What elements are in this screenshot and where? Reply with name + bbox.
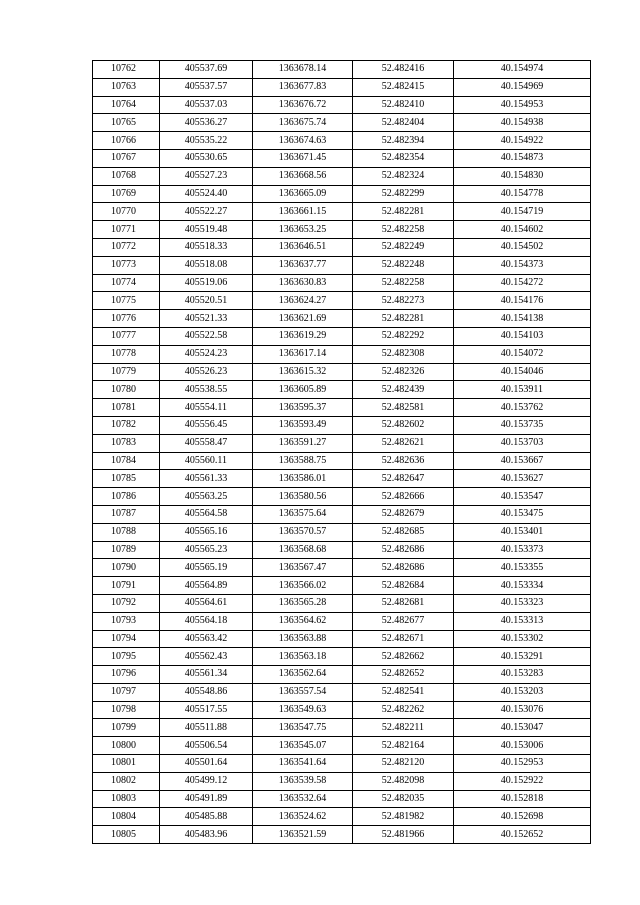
point-number-cell: 10770 — [93, 203, 160, 221]
latitude-cell: 52.482326 — [353, 363, 454, 381]
latitude-cell: 52.482281 — [353, 310, 454, 328]
y-coordinate-cell: 1363677.83 — [253, 78, 353, 96]
table-row — [93, 149, 591, 167]
longitude-cell: 40.153911 — [454, 381, 591, 399]
latitude-cell: 52.482684 — [353, 577, 454, 595]
y-coordinate-cell: 1363564.62 — [253, 612, 353, 630]
point-number-cell: 10804 — [93, 808, 160, 826]
coordinates-table-body — [93, 61, 591, 844]
latitude-cell: 52.482098 — [353, 772, 454, 790]
point-number-cell: 10790 — [93, 559, 160, 577]
y-coordinate-cell: 1363545.07 — [253, 737, 353, 755]
latitude-cell: 52.482262 — [353, 701, 454, 719]
table-row — [93, 203, 591, 221]
table-row — [93, 132, 591, 150]
x-coordinate-cell: 405519.06 — [160, 274, 253, 292]
x-coordinate-cell: 405537.69 — [160, 61, 253, 79]
latitude-cell: 52.482621 — [353, 434, 454, 452]
point-number-cell: 10791 — [93, 577, 160, 595]
x-coordinate-cell: 405483.96 — [160, 826, 253, 844]
x-coordinate-cell: 405522.58 — [160, 327, 253, 345]
longitude-cell: 40.153735 — [454, 416, 591, 434]
latitude-cell: 52.482211 — [353, 719, 454, 737]
x-coordinate-cell: 405530.65 — [160, 149, 253, 167]
x-coordinate-cell: 405519.48 — [160, 221, 253, 239]
point-number-cell: 10780 — [93, 381, 160, 399]
latitude-cell: 52.482666 — [353, 488, 454, 506]
table-row — [93, 96, 591, 114]
latitude-cell: 52.481982 — [353, 808, 454, 826]
table-row — [93, 185, 591, 203]
point-number-cell: 10779 — [93, 363, 160, 381]
table-row — [93, 221, 591, 239]
point-number-cell: 10765 — [93, 114, 160, 132]
table-row — [93, 772, 591, 790]
x-coordinate-cell: 405561.33 — [160, 470, 253, 488]
y-coordinate-cell: 1363676.72 — [253, 96, 353, 114]
latitude-cell: 52.482439 — [353, 381, 454, 399]
x-coordinate-cell: 405538.55 — [160, 381, 253, 399]
x-coordinate-cell: 405565.23 — [160, 541, 253, 559]
table-row — [93, 238, 591, 256]
point-number-cell: 10803 — [93, 790, 160, 808]
y-coordinate-cell: 1363547.75 — [253, 719, 353, 737]
y-coordinate-cell: 1363521.59 — [253, 826, 353, 844]
latitude-cell: 52.482677 — [353, 612, 454, 630]
longitude-cell: 40.153047 — [454, 719, 591, 737]
table-row — [93, 612, 591, 630]
latitude-cell: 52.482354 — [353, 149, 454, 167]
latitude-cell: 52.482647 — [353, 470, 454, 488]
x-coordinate-cell: 405564.89 — [160, 577, 253, 595]
longitude-cell: 40.153373 — [454, 541, 591, 559]
x-coordinate-cell: 405560.11 — [160, 452, 253, 470]
x-coordinate-cell: 405537.03 — [160, 96, 253, 114]
table-row — [93, 167, 591, 185]
latitude-cell: 52.481966 — [353, 826, 454, 844]
table-row — [93, 488, 591, 506]
point-number-cell: 10787 — [93, 505, 160, 523]
x-coordinate-cell: 405564.61 — [160, 594, 253, 612]
longitude-cell: 40.153762 — [454, 399, 591, 417]
x-coordinate-cell: 405556.45 — [160, 416, 253, 434]
table-row — [93, 256, 591, 274]
longitude-cell: 40.154778 — [454, 185, 591, 203]
latitude-cell: 52.482416 — [353, 61, 454, 79]
latitude-cell: 52.482681 — [353, 594, 454, 612]
latitude-cell: 52.482662 — [353, 648, 454, 666]
point-number-cell: 10784 — [93, 452, 160, 470]
table-row — [93, 666, 591, 684]
point-number-cell: 10778 — [93, 345, 160, 363]
point-number-cell: 10801 — [93, 755, 160, 773]
y-coordinate-cell: 1363615.32 — [253, 363, 353, 381]
x-coordinate-cell: 405565.16 — [160, 523, 253, 541]
longitude-cell: 40.154719 — [454, 203, 591, 221]
table-row — [93, 505, 591, 523]
longitude-cell: 40.153355 — [454, 559, 591, 577]
table-row — [93, 683, 591, 701]
table-row — [93, 416, 591, 434]
y-coordinate-cell: 1363557.54 — [253, 683, 353, 701]
x-coordinate-cell: 405506.54 — [160, 737, 253, 755]
longitude-cell: 40.154138 — [454, 310, 591, 328]
point-number-cell: 10802 — [93, 772, 160, 790]
table-row — [93, 594, 591, 612]
x-coordinate-cell: 405491.89 — [160, 790, 253, 808]
longitude-cell: 40.154502 — [454, 238, 591, 256]
latitude-cell: 52.482258 — [353, 221, 454, 239]
y-coordinate-cell: 1363524.62 — [253, 808, 353, 826]
x-coordinate-cell: 405554.11 — [160, 399, 253, 417]
y-coordinate-cell: 1363541.64 — [253, 755, 353, 773]
latitude-cell: 52.482410 — [353, 96, 454, 114]
table-row — [93, 541, 591, 559]
longitude-cell: 40.154974 — [454, 61, 591, 79]
longitude-cell: 40.153627 — [454, 470, 591, 488]
y-coordinate-cell: 1363671.45 — [253, 149, 353, 167]
longitude-cell: 40.153006 — [454, 737, 591, 755]
point-number-cell: 10798 — [93, 701, 160, 719]
latitude-cell: 52.482308 — [353, 345, 454, 363]
y-coordinate-cell: 1363570.57 — [253, 523, 353, 541]
latitude-cell: 52.482602 — [353, 416, 454, 434]
table-row — [93, 808, 591, 826]
y-coordinate-cell: 1363621.69 — [253, 310, 353, 328]
x-coordinate-cell: 405524.40 — [160, 185, 253, 203]
y-coordinate-cell: 1363580.56 — [253, 488, 353, 506]
table-row — [93, 78, 591, 96]
x-coordinate-cell: 405548.86 — [160, 683, 253, 701]
y-coordinate-cell: 1363549.63 — [253, 701, 353, 719]
table-row — [93, 737, 591, 755]
latitude-cell: 52.482292 — [353, 327, 454, 345]
latitude-cell: 52.482415 — [353, 78, 454, 96]
table-row — [93, 114, 591, 132]
longitude-cell: 40.153313 — [454, 612, 591, 630]
x-coordinate-cell: 405527.23 — [160, 167, 253, 185]
latitude-cell: 52.482258 — [353, 274, 454, 292]
table-row — [93, 381, 591, 399]
y-coordinate-cell: 1363593.49 — [253, 416, 353, 434]
point-number-cell: 10763 — [93, 78, 160, 96]
table-row — [93, 345, 591, 363]
longitude-cell: 40.154953 — [454, 96, 591, 114]
x-coordinate-cell: 405562.43 — [160, 648, 253, 666]
table-row — [93, 470, 591, 488]
point-number-cell: 10788 — [93, 523, 160, 541]
point-number-cell: 10772 — [93, 238, 160, 256]
point-number-cell: 10777 — [93, 327, 160, 345]
table-row — [93, 292, 591, 310]
latitude-cell: 52.482281 — [353, 203, 454, 221]
table-row — [93, 363, 591, 381]
point-number-cell: 10786 — [93, 488, 160, 506]
point-number-cell: 10783 — [93, 434, 160, 452]
table-row — [93, 719, 591, 737]
y-coordinate-cell: 1363595.37 — [253, 399, 353, 417]
longitude-cell: 40.153323 — [454, 594, 591, 612]
x-coordinate-cell: 405535.22 — [160, 132, 253, 150]
table-row — [93, 755, 591, 773]
point-number-cell: 10771 — [93, 221, 160, 239]
point-number-cell: 10768 — [93, 167, 160, 185]
point-number-cell: 10792 — [93, 594, 160, 612]
latitude-cell: 52.482636 — [353, 452, 454, 470]
x-coordinate-cell: 405501.64 — [160, 755, 253, 773]
y-coordinate-cell: 1363646.51 — [253, 238, 353, 256]
longitude-cell: 40.153291 — [454, 648, 591, 666]
longitude-cell: 40.154072 — [454, 345, 591, 363]
longitude-cell: 40.153703 — [454, 434, 591, 452]
table-row — [93, 701, 591, 719]
table-row — [93, 630, 591, 648]
longitude-cell: 40.153547 — [454, 488, 591, 506]
point-number-cell: 10800 — [93, 737, 160, 755]
x-coordinate-cell: 405521.33 — [160, 310, 253, 328]
point-number-cell: 10781 — [93, 399, 160, 417]
x-coordinate-cell: 405485.88 — [160, 808, 253, 826]
table-row — [93, 61, 591, 79]
point-number-cell: 10774 — [93, 274, 160, 292]
longitude-cell: 40.154969 — [454, 78, 591, 96]
y-coordinate-cell: 1363678.14 — [253, 61, 353, 79]
point-number-cell: 10799 — [93, 719, 160, 737]
longitude-cell: 40.154046 — [454, 363, 591, 381]
y-coordinate-cell: 1363637.77 — [253, 256, 353, 274]
latitude-cell: 52.482324 — [353, 167, 454, 185]
point-number-cell: 10805 — [93, 826, 160, 844]
point-number-cell: 10797 — [93, 683, 160, 701]
point-number-cell: 10785 — [93, 470, 160, 488]
latitude-cell: 52.482248 — [353, 256, 454, 274]
longitude-cell: 40.152922 — [454, 772, 591, 790]
x-coordinate-cell: 405563.25 — [160, 488, 253, 506]
table-row — [93, 648, 591, 666]
latitude-cell: 52.482671 — [353, 630, 454, 648]
y-coordinate-cell: 1363653.25 — [253, 221, 353, 239]
longitude-cell: 40.153334 — [454, 577, 591, 595]
longitude-cell: 40.153283 — [454, 666, 591, 684]
x-coordinate-cell: 405517.55 — [160, 701, 253, 719]
table-row — [93, 310, 591, 328]
latitude-cell: 52.482541 — [353, 683, 454, 701]
x-coordinate-cell: 405537.57 — [160, 78, 253, 96]
table-row — [93, 790, 591, 808]
table-row — [93, 577, 591, 595]
table-row — [93, 434, 591, 452]
longitude-cell: 40.152698 — [454, 808, 591, 826]
longitude-cell: 40.154103 — [454, 327, 591, 345]
y-coordinate-cell: 1363661.15 — [253, 203, 353, 221]
longitude-cell: 40.154922 — [454, 132, 591, 150]
y-coordinate-cell: 1363668.56 — [253, 167, 353, 185]
longitude-cell: 40.153401 — [454, 523, 591, 541]
y-coordinate-cell: 1363624.27 — [253, 292, 353, 310]
longitude-cell: 40.154873 — [454, 149, 591, 167]
longitude-cell: 40.152818 — [454, 790, 591, 808]
table-row — [93, 327, 591, 345]
y-coordinate-cell: 1363630.83 — [253, 274, 353, 292]
latitude-cell: 52.482686 — [353, 541, 454, 559]
point-number-cell: 10762 — [93, 61, 160, 79]
longitude-cell: 40.154176 — [454, 292, 591, 310]
y-coordinate-cell: 1363665.09 — [253, 185, 353, 203]
point-number-cell: 10795 — [93, 648, 160, 666]
point-number-cell: 10776 — [93, 310, 160, 328]
point-number-cell: 10764 — [93, 96, 160, 114]
point-number-cell: 10767 — [93, 149, 160, 167]
point-number-cell: 10796 — [93, 666, 160, 684]
x-coordinate-cell: 405558.47 — [160, 434, 253, 452]
x-coordinate-cell: 405565.19 — [160, 559, 253, 577]
point-number-cell: 10773 — [93, 256, 160, 274]
point-number-cell: 10789 — [93, 541, 160, 559]
latitude-cell: 52.482035 — [353, 790, 454, 808]
latitude-cell: 52.482120 — [353, 755, 454, 773]
latitude-cell: 52.482679 — [353, 505, 454, 523]
y-coordinate-cell: 1363586.01 — [253, 470, 353, 488]
y-coordinate-cell: 1363605.89 — [253, 381, 353, 399]
y-coordinate-cell: 1363591.27 — [253, 434, 353, 452]
y-coordinate-cell: 1363568.68 — [253, 541, 353, 559]
table-row — [93, 399, 591, 417]
y-coordinate-cell: 1363675.74 — [253, 114, 353, 132]
longitude-cell: 40.153302 — [454, 630, 591, 648]
y-coordinate-cell: 1363575.64 — [253, 505, 353, 523]
latitude-cell: 52.482581 — [353, 399, 454, 417]
y-coordinate-cell: 1363539.58 — [253, 772, 353, 790]
point-number-cell: 10793 — [93, 612, 160, 630]
longitude-cell: 40.153475 — [454, 505, 591, 523]
point-number-cell: 10769 — [93, 185, 160, 203]
longitude-cell: 40.154602 — [454, 221, 591, 239]
latitude-cell: 52.482404 — [353, 114, 454, 132]
y-coordinate-cell: 1363567.47 — [253, 559, 353, 577]
longitude-cell: 40.152953 — [454, 755, 591, 773]
y-coordinate-cell: 1363674.63 — [253, 132, 353, 150]
y-coordinate-cell: 1363617.14 — [253, 345, 353, 363]
x-coordinate-cell: 405522.27 — [160, 203, 253, 221]
y-coordinate-cell: 1363532.64 — [253, 790, 353, 808]
x-coordinate-cell: 405563.42 — [160, 630, 253, 648]
latitude-cell: 52.482164 — [353, 737, 454, 755]
table-row — [93, 274, 591, 292]
x-coordinate-cell: 405524.23 — [160, 345, 253, 363]
point-number-cell: 10794 — [93, 630, 160, 648]
latitude-cell: 52.482394 — [353, 132, 454, 150]
latitude-cell: 52.482249 — [353, 238, 454, 256]
point-number-cell: 10782 — [93, 416, 160, 434]
table-row — [93, 523, 591, 541]
x-coordinate-cell: 405518.08 — [160, 256, 253, 274]
y-coordinate-cell: 1363588.75 — [253, 452, 353, 470]
y-coordinate-cell: 1363563.18 — [253, 648, 353, 666]
latitude-cell: 52.482686 — [353, 559, 454, 577]
longitude-cell: 40.153203 — [454, 683, 591, 701]
x-coordinate-cell: 405518.33 — [160, 238, 253, 256]
longitude-cell: 40.153667 — [454, 452, 591, 470]
y-coordinate-cell: 1363562.64 — [253, 666, 353, 684]
table-row — [93, 452, 591, 470]
longitude-cell: 40.154272 — [454, 274, 591, 292]
table-row — [93, 826, 591, 844]
point-number-cell: 10766 — [93, 132, 160, 150]
x-coordinate-cell: 405511.88 — [160, 719, 253, 737]
x-coordinate-cell: 405526.23 — [160, 363, 253, 381]
y-coordinate-cell: 1363619.29 — [253, 327, 353, 345]
x-coordinate-cell: 405536.27 — [160, 114, 253, 132]
latitude-cell: 52.482299 — [353, 185, 454, 203]
latitude-cell: 52.482273 — [353, 292, 454, 310]
x-coordinate-cell: 405564.58 — [160, 505, 253, 523]
y-coordinate-cell: 1363563.88 — [253, 630, 353, 648]
latitude-cell: 52.482685 — [353, 523, 454, 541]
longitude-cell: 40.154830 — [454, 167, 591, 185]
y-coordinate-cell: 1363565.28 — [253, 594, 353, 612]
table-row — [93, 559, 591, 577]
longitude-cell: 40.153076 — [454, 701, 591, 719]
latitude-cell: 52.482652 — [353, 666, 454, 684]
coordinates-table — [92, 60, 591, 844]
longitude-cell: 40.154373 — [454, 256, 591, 274]
x-coordinate-cell: 405499.12 — [160, 772, 253, 790]
longitude-cell: 40.154938 — [454, 114, 591, 132]
longitude-cell: 40.152652 — [454, 826, 591, 844]
y-coordinate-cell: 1363566.02 — [253, 577, 353, 595]
x-coordinate-cell: 405561.34 — [160, 666, 253, 684]
x-coordinate-cell: 405520.51 — [160, 292, 253, 310]
point-number-cell: 10775 — [93, 292, 160, 310]
x-coordinate-cell: 405564.18 — [160, 612, 253, 630]
